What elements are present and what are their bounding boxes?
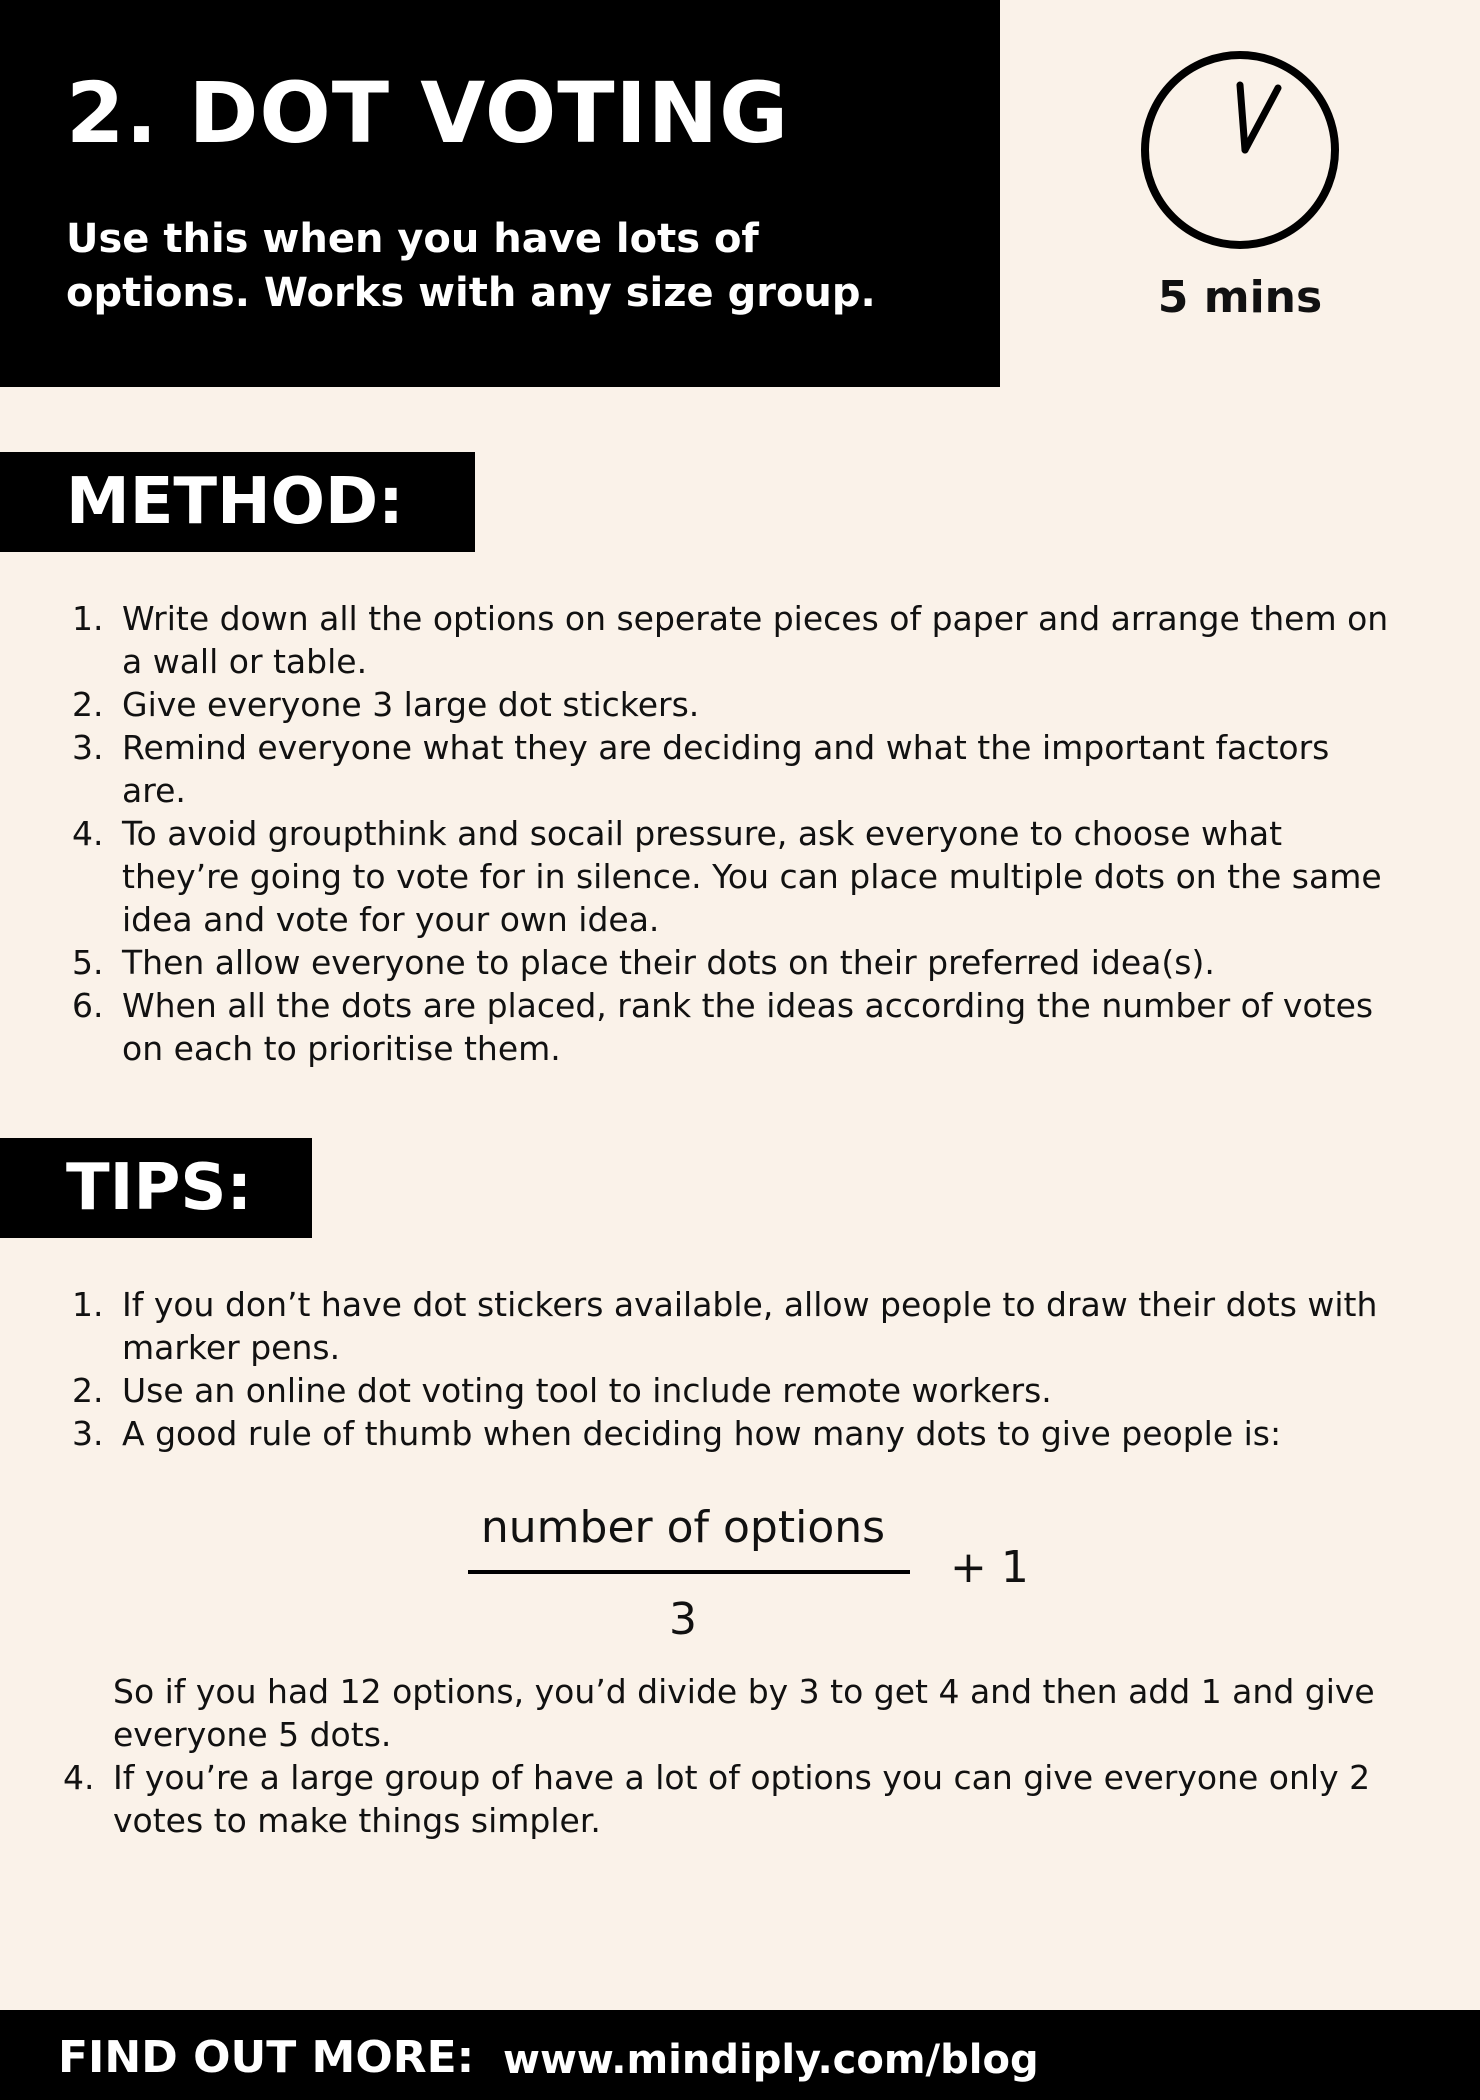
list-text: Then allow everyone to place their dots on their preferred idea(s). <box>122 943 1215 982</box>
list-text: Write down all the options on seperate pieces of paper and arrange them on a wall or table. <box>122 599 1389 681</box>
page-title: 2. DOT VOTING <box>66 64 790 162</box>
list-number: 5. <box>72 943 104 982</box>
footer-label: FIND OUT MORE: <box>58 2032 475 2083</box>
subtitle-line-2: options. Works with any size group. <box>66 270 876 316</box>
blog-link[interactable]: www.mindiply.com/blog <box>503 2037 1039 2083</box>
list-text: Use an online dot voting tool to include remote workers. <box>122 1371 1052 1410</box>
list-number: 4. <box>63 1758 95 1797</box>
list-number: 1. <box>72 599 104 638</box>
page-subtitle <box>66 212 966 320</box>
list-number: 6. <box>72 986 104 1025</box>
list-item <box>72 941 1392 984</box>
method-list <box>72 597 1392 1070</box>
list-text: Remind everyone what they are deciding and what the important factors are. <box>122 728 1330 810</box>
list-text: Give everyone 3 large dot stickers. <box>122 685 700 724</box>
list-item <box>63 1756 1413 1842</box>
formula-denominator: 3 <box>669 1594 697 1645</box>
tips-continued <box>63 1670 1413 1842</box>
clock-icon <box>1140 50 1340 250</box>
footer-bar <box>0 2010 1480 2100</box>
list-item <box>72 1283 1392 1369</box>
list-text: To avoid groupthink and socail pressure, ask everyone to choose what they’re going to vote for in silence. You can place multiple dots on the same idea and vote for your own idea. <box>122 814 1382 939</box>
list-item <box>72 597 1392 683</box>
duration-label: 5 mins <box>1157 272 1323 323</box>
list-number: 3. <box>72 728 104 767</box>
header-block <box>0 0 1000 387</box>
list-number: 2. <box>72 685 104 724</box>
dots-formula <box>440 1498 1040 1658</box>
tips-heading: TIPS: <box>0 1138 312 1238</box>
list-number: 2. <box>72 1371 104 1410</box>
list-number: 4. <box>72 814 104 853</box>
fraction-bar <box>468 1570 910 1574</box>
list-number: 3. <box>72 1414 104 1453</box>
list-item <box>72 726 1392 812</box>
list-item <box>72 812 1392 941</box>
tips-list-continued <box>63 1756 1413 1842</box>
method-heading: METHOD: <box>0 452 475 552</box>
list-item <box>72 683 1392 726</box>
formula-numerator: number of options <box>480 1502 886 1553</box>
list-number: 1. <box>72 1285 104 1324</box>
formula-plus-term: + 1 <box>950 1542 1029 1593</box>
list-item <box>72 1369 1392 1412</box>
list-text: If you’re a large group of have a lot of options you can give everyone only 2 votes to make things simpler. <box>113 1758 1371 1840</box>
list-item <box>72 984 1392 1070</box>
list-text: When all the dots are placed, rank the ideas according the number of votes on each to prioritise them. <box>122 986 1374 1068</box>
list-item <box>72 1412 1392 1455</box>
tips-list <box>72 1283 1392 1455</box>
list-text: A good rule of thumb when deciding how many dots to give people is: <box>122 1414 1282 1453</box>
list-text: If you don’t have dot stickers available, allow people to draw their dots with marker pens. <box>122 1285 1378 1367</box>
subtitle-line-1: Use this when you have lots of <box>66 216 759 262</box>
formula-example: So if you had 12 options, you’d divide by 3 to get 4 and then add 1 and give everyone 5 dots. <box>113 1672 1375 1754</box>
